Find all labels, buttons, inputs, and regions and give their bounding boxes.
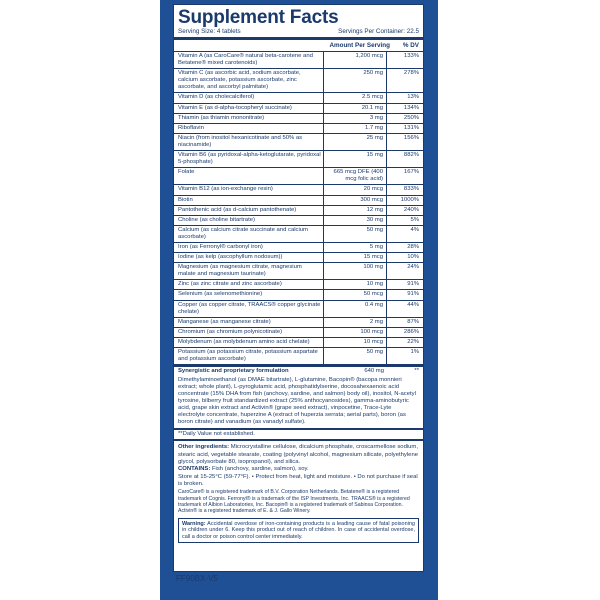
nutrient-amount: 0.4 mg	[323, 301, 386, 317]
nutrient-row	[174, 151, 423, 168]
nutrient-name: Folate	[178, 169, 195, 176]
nutrient-name: Pantothenic acid (as d-calcium pantothenate)	[178, 206, 297, 213]
other-info	[174, 439, 423, 489]
nutrient-amount: 100 mg	[323, 263, 386, 279]
nutrient-amount: 665 mcg DFE (400 mcg folic acid)	[323, 168, 386, 184]
nutrient-row	[174, 134, 423, 151]
nutrient-amount: 50 mg	[323, 226, 386, 242]
supplement-facts-label	[173, 4, 424, 572]
nutrient-name: Vitamin B12 (as ion-exchange resin)	[178, 186, 273, 193]
nutrient-amount: 50 mg	[323, 348, 386, 364]
nutrient-dv: 833%	[386, 185, 423, 194]
nutrient-dv: 10%	[386, 253, 423, 262]
nutrient-dv: 22%	[386, 338, 423, 347]
nutrient-amount: 2.5 mcg	[323, 93, 386, 102]
nutrient-amount: 10 mg	[323, 280, 386, 289]
nutrient-row	[174, 114, 423, 124]
warning-box	[178, 518, 419, 544]
nutrient-row	[174, 69, 423, 93]
nutrient-amount: 2 mg	[323, 318, 386, 327]
contains-label: CONTAINS:	[178, 466, 211, 473]
nutrient-name: Vitamin E (as d-alpha-tocopheryl succinate)	[178, 104, 292, 111]
nutrient-row	[174, 206, 423, 216]
nutrient-row	[174, 185, 423, 195]
table-header	[174, 37, 423, 52]
nutrient-name: Iodine (as kelp (ascophyllum nodosum))	[178, 254, 283, 261]
nutrient-row	[174, 280, 423, 290]
nutrient-dv: 44%	[386, 301, 423, 317]
nutrient-name: Magnesium (as magnesium citrate, magnesium malate and magnesium taurinate)	[178, 264, 302, 278]
nutrient-name: Iron (as Ferronyl® carbonyl iron)	[178, 243, 263, 250]
nutrient-dv: 91%	[386, 290, 423, 299]
nutrient-name: Potassium (as potassium citrate, potassium aspartate and potassium ascorbate)	[178, 349, 318, 363]
nutrient-row	[174, 196, 423, 206]
blend-amount: 640 mg	[364, 368, 384, 375]
nutrient-name: Thiamin (as thiamin mononitrate)	[178, 114, 265, 121]
nutrient-row	[174, 226, 423, 243]
blend-description: Dimethylaminoethanol (as DMAE bitartrate), L-glutamine, Bacopin® (bacopa monnieri extract; whole plant), L-pyroglutamic acid, phosphatidylserine, docosahexaenoic acid concentrate (15% DHA from fish (anchovy, sardine, and salmon) body oil), inositol, N-acetyl tyrosine, bilberry fruit standardized extract (25% anthocyanosides), gamma-aminobutyric acid, grape skin extract and Activin® (grape seed extract), vinpocetine, Trace-Lyte electrolyte concentrate, huperzine A (extract of huperzia serrata; aerial parts), boron (as boron citrate) and vanadium (as vanadyl sulfate).	[178, 377, 416, 426]
nutrient-dv: 250%	[386, 114, 423, 123]
nutrient-amount: 15 mcg	[323, 253, 386, 262]
servings-per-container: Servings Per Container: 22.5	[338, 28, 419, 35]
nutrient-name: Copper (as copper citrate, TRAACS® copper glycinate chelate)	[178, 301, 321, 315]
warning-label: Warning:	[182, 520, 206, 527]
nutrient-amount: 100 mcg	[323, 328, 386, 337]
serving-size: Serving Size: 4 tablets	[178, 28, 241, 35]
nutrient-amount: 250 mg	[323, 69, 386, 92]
nutrient-dv: 87%	[386, 318, 423, 327]
nutrient-name: Chromium (as chromium polynicotinate)	[178, 328, 283, 335]
nutrient-amount: 5 mg	[323, 243, 386, 252]
nutrient-name: Vitamin B6 (as pyridoxal-alpha-ketoglutarate, pyridoxal 5-phosphate)	[178, 152, 321, 166]
nutrient-dv: 882%	[386, 151, 423, 167]
nutrient-name: Manganese (as manganese citrate)	[178, 318, 271, 325]
nutrient-name: Vitamin A (as CaroCare® natural beta-carotene and Betatene® mixed carotenoids)	[178, 53, 313, 67]
nutrient-name: Niacin (from inositol hexanicotinate and 50% as niacinamide)	[178, 134, 303, 148]
nutrient-dv: 133%	[386, 52, 423, 68]
other-ingredients: Microcrystalline cellulose, dicalcium phosphate, croscarmellose sodium, stearic acid, vegetable stearate, coating (polyvinyl alcohol, magnesium silicate, polyethylene glycol, polysorbate 80, isopropanol), and silica.	[178, 444, 419, 465]
nutrient-row	[174, 216, 423, 226]
dv-note: **Daily Value not established.	[174, 428, 423, 439]
nutrient-dv: 167%	[386, 168, 423, 184]
nutrient-amount: 300 mcg	[323, 196, 386, 205]
nutrient-amount: 50 mcg	[323, 290, 386, 299]
nutrient-dv: 5%	[386, 216, 423, 225]
dv-header: % DV	[402, 42, 419, 49]
nutrient-row	[174, 328, 423, 338]
nutrient-row	[174, 168, 423, 185]
nutrient-dv: 1%	[386, 348, 423, 364]
nutrient-row	[174, 124, 423, 134]
proprietary-blend	[174, 365, 423, 428]
nutrient-dv: 286%	[386, 328, 423, 337]
nutrient-name: Choline (as choline bitartrate)	[178, 216, 255, 223]
nutrient-dv: 134%	[386, 104, 423, 113]
nutrient-dv: 240%	[386, 206, 423, 215]
blend-name: Synergistic and proprietary formulation	[178, 368, 289, 375]
nutrient-row	[174, 93, 423, 103]
nutrient-amount: 30 mg	[323, 216, 386, 225]
nutrient-name: Molybdenum (as molybdenum amino acid chelate)	[178, 338, 310, 345]
nutrient-dv: 4%	[386, 226, 423, 242]
nutrient-name: Vitamin D (as cholecalciferol)	[178, 94, 255, 101]
nutrient-row	[174, 338, 423, 348]
nutrient-amount: 12 mg	[323, 206, 386, 215]
nutrient-row	[174, 52, 423, 69]
nutrient-name: Selenium (as selenomethionine)	[178, 291, 263, 298]
nutrient-amount: 15 mg	[323, 151, 386, 167]
nutrient-amount: 20 mcg	[323, 185, 386, 194]
nutrient-amount: 3 mg	[323, 114, 386, 123]
serving-info	[174, 28, 423, 37]
nutrient-amount: 25 mg	[323, 134, 386, 150]
nutrient-row	[174, 318, 423, 328]
label-title: Supplement Facts	[178, 7, 339, 28]
nutrient-row	[174, 253, 423, 263]
trademarks: CaroCare® is a registered trademark of B.V. Corporation Netherlands. Betatene® is a registered trademark of Cognis. Ferronyl® is a trademark of the ISP Investments, Inc. TRAACS® is a registered trademark of Albion Laboratories, Inc. Bacopin® is a registered trademark of Sabinsa Corporation. Activin® is a registered trademark of E. & J. Gallo Winery.	[178, 489, 410, 515]
blend-dv: **	[414, 368, 419, 375]
nutrient-dv: 24%	[386, 263, 423, 279]
storage-text: Store at 15-25°C (59-77°F). • Protect from heat, light and moisture. • Do not purchase if seal is broken.	[178, 473, 418, 487]
nutrient-row	[174, 301, 423, 318]
nutrient-dv: 156%	[386, 134, 423, 150]
warning-text: Accidental overdose of iron-containing products is a leading cause of fatal poisoning in children under 6. Keep this product out of reach of children. In case of accidental overdose, call a doctor or poison control center immediately.	[182, 520, 415, 540]
amount-header: Amount Per Serving	[329, 42, 390, 49]
nutrient-row	[174, 104, 423, 114]
nutrient-name: Vitamin C (as ascorbic acid, sodium ascorbate, calcium ascorbate, potassium ascorbate, zinc ascorbate, and ascorbyl palmitate)	[178, 70, 301, 91]
nutrient-name: Biotin	[178, 196, 193, 203]
nutrient-dv: 28%	[386, 243, 423, 252]
nutrient-name: Riboflavin	[178, 124, 204, 131]
nutrient-dv: 131%	[386, 124, 423, 133]
product-code: FF90BX-V5	[176, 574, 218, 583]
nutrient-amount: 20.1 mg	[323, 104, 386, 113]
nutrient-dv: 91%	[386, 280, 423, 289]
nutrient-amount: 10 mcg	[323, 338, 386, 347]
nutrient-row	[174, 348, 423, 365]
nutrient-row	[174, 263, 423, 280]
nutrient-dv: 1000%	[386, 196, 423, 205]
nutrient-name: Zinc (as zinc citrate and zinc ascorbate)	[178, 281, 282, 288]
nutrient-amount: 1,200 mcg	[323, 52, 386, 68]
nutrient-row	[174, 290, 423, 300]
nutrient-table	[174, 52, 423, 365]
nutrient-amount: 1.7 mg	[323, 124, 386, 133]
nutrient-row	[174, 243, 423, 253]
nutrient-dv: 278%	[386, 69, 423, 92]
nutrient-name: Calcium (as calcium citrate succinate and calcium ascorbate)	[178, 226, 308, 240]
other-ingredients-label: Other ingredients:	[178, 444, 230, 451]
contains-text: Fish (anchovy, sardine, salmon), soy.	[211, 466, 309, 473]
nutrient-dv: 13%	[386, 93, 423, 102]
